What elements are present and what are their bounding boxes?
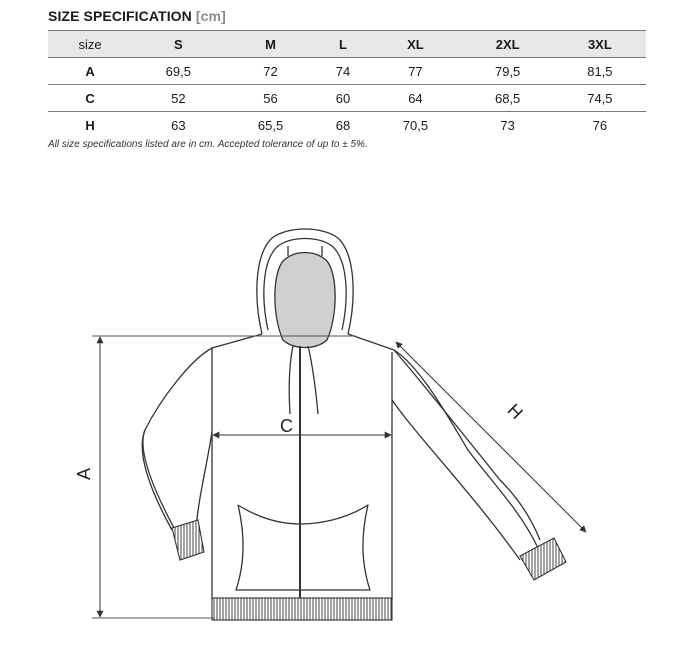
- table-cell: 68: [335, 117, 351, 133]
- measurements: [92, 336, 586, 618]
- column-header: 3XL: [554, 31, 646, 58]
- table-cell: 74: [317, 58, 370, 85]
- row-label: A: [48, 58, 132, 85]
- drawstring-right: [308, 346, 318, 414]
- table-cell: 81,5: [554, 58, 646, 85]
- table-cell: 70,5: [402, 117, 429, 133]
- table-cell: 52: [132, 85, 224, 112]
- measure-h-line: [396, 342, 586, 532]
- table-cell: 73: [500, 117, 515, 133]
- table-cell: 69,5: [132, 58, 224, 85]
- ribbing: [172, 520, 566, 620]
- table-cell: 77: [369, 58, 461, 85]
- left-sleeve: [142, 430, 212, 530]
- table-cell: 74,5: [554, 85, 646, 112]
- row-label: H: [85, 117, 95, 133]
- hood-opening: [275, 253, 335, 348]
- tolerance-note: All size specifications listed are in cm. Accepted tolerance of up to ± 5%.: [48, 139, 368, 150]
- waistband: [212, 598, 392, 620]
- table-cell: 79,5: [462, 58, 554, 85]
- column-header: S: [132, 31, 224, 58]
- table-cell: 60: [317, 85, 370, 112]
- table-cell: 72: [224, 58, 316, 85]
- hoodie-outline: [142, 229, 540, 620]
- right-sleeve: [392, 350, 540, 560]
- title-text: SIZE SPECIFICATION: [48, 8, 192, 24]
- body-outline: [143, 334, 538, 600]
- column-header: L: [317, 31, 370, 58]
- table-cell: 63: [171, 117, 186, 133]
- table-cell: 56: [224, 85, 316, 112]
- table-cell: 68,5: [462, 85, 554, 112]
- column-header: 2XL: [462, 31, 554, 58]
- column-header: M: [224, 31, 316, 58]
- column-header: XL: [369, 31, 461, 58]
- title-unit: [cm]: [195, 8, 226, 24]
- left-cuff: [172, 520, 204, 560]
- label-a: A: [74, 467, 94, 480]
- label-c: C: [280, 416, 293, 436]
- kangaroo-pocket: [236, 505, 370, 590]
- corner-label: size: [48, 31, 132, 58]
- label-h: H: [503, 399, 527, 424]
- table-cell: 65,5: [257, 117, 284, 133]
- right-cuff: [520, 538, 566, 580]
- row-label: C: [48, 85, 132, 112]
- table-cell: 64: [369, 85, 461, 112]
- drawstring-left: [289, 346, 293, 414]
- table-cell: 76: [592, 117, 608, 133]
